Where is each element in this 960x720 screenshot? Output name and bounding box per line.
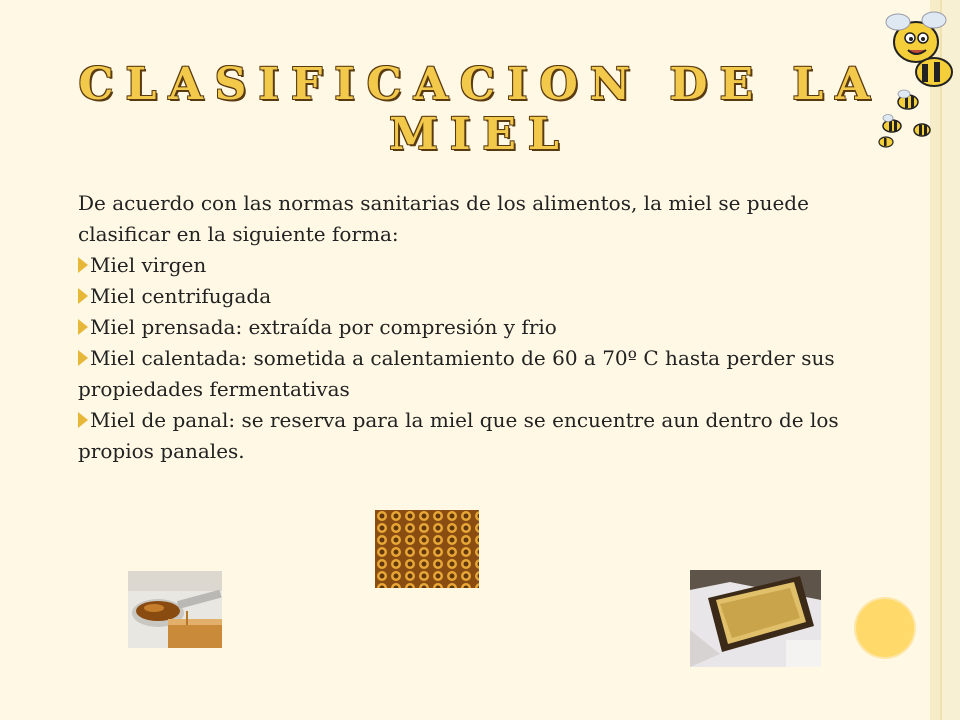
list-item (78, 312, 868, 343)
bee-cluster-icon (868, 2, 958, 152)
arrow-bullet-icon (78, 257, 88, 273)
arrow-bullet-icon (78, 319, 88, 335)
list-item-text: Miel de panal: se reserva para la miel que se encuentre aun dentro de los propios panales. (78, 408, 839, 463)
honey-spoon-image (128, 571, 222, 648)
arrow-bullet-icon (78, 350, 88, 366)
list-item-text: Miel calentada: sometida a calentamiento de 60 a 70º C hasta perder sus propiedades fermentativas (78, 346, 835, 401)
honeycomb-photo (375, 510, 479, 588)
honey-spoon-photo (128, 571, 222, 648)
bee-illustration (868, 2, 958, 152)
list-item-text: Miel virgen (90, 253, 207, 277)
list-item (78, 281, 868, 312)
slide-body (78, 188, 868, 467)
slide-title: CLASIFICACION DE LA MIEL (78, 59, 882, 160)
list-item (78, 343, 868, 405)
list-item (78, 405, 868, 467)
honeycomb-image (375, 510, 479, 588)
list-item-text: Miel prensada: extraída por compresión y frio (90, 315, 557, 339)
list-item-text: Miel centrifugada (90, 284, 272, 308)
list-item (78, 250, 868, 281)
classification-list (78, 250, 868, 467)
arrow-bullet-icon (78, 412, 88, 428)
arrow-bullet-icon (78, 288, 88, 304)
hive-frame-photo (690, 570, 821, 667)
decorative-circle (856, 599, 914, 657)
intro-paragraph: De acuerdo con las normas sanitarias de los alimentos, la miel se puede clasificar en la siguiente forma: (78, 191, 809, 246)
hive-frame-image (690, 570, 821, 667)
